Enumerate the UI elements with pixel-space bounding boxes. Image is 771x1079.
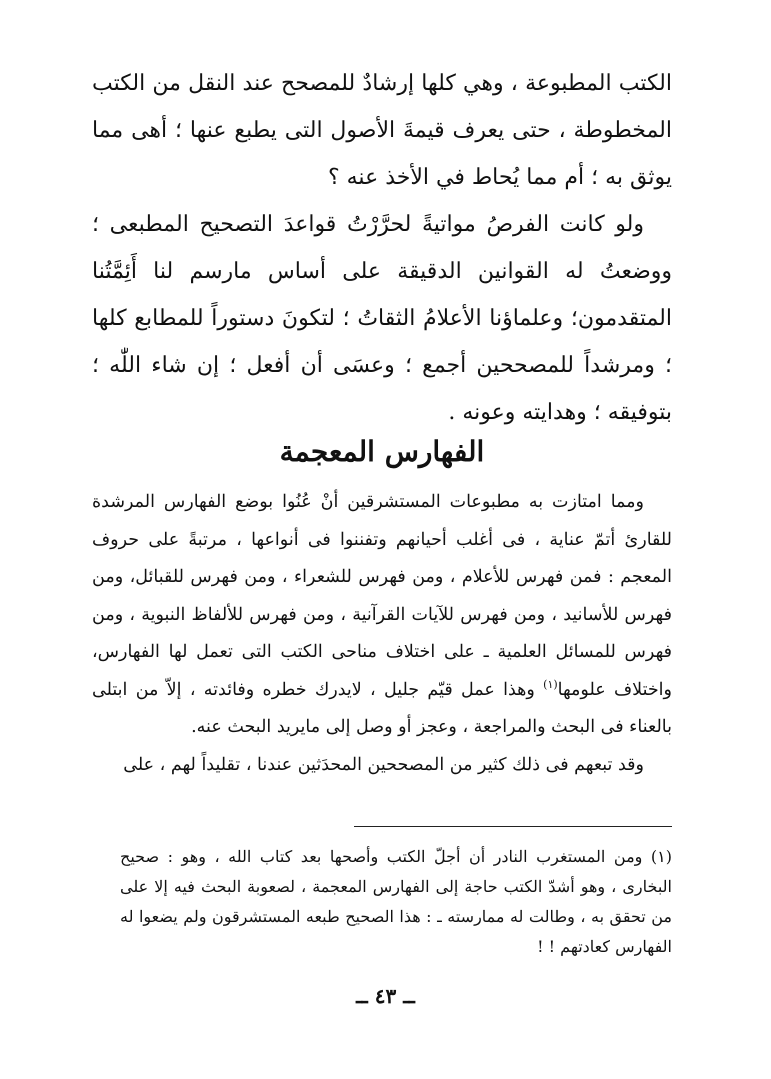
section-paragraph-2: وقد تبعهم فى ذلك كثير من المصححين المحدَثين عندنا ، تقليداً لهم ، على	[123, 754, 644, 775]
section-paragraph-1	[92, 484, 672, 747]
page-number: ــ ٤٣ ــ	[356, 984, 415, 1008]
section-text	[92, 484, 672, 784]
footnote-reference: (١)	[543, 677, 558, 691]
section-paragraph-1-continuation: وهذا عمل قيّم جليل ، لايدرك خطره وفائدته ، إلاّ من ابتلى بالعناء فى البحث والمراجعة ، وعجز أو وصل إلى مايريد البحث عنه.	[92, 679, 672, 737]
body-paragraph-1: الكتب المطبوعة ، وهي كلها إرشادٌ للمصحح عند النقل من الكتب المخطوطة ، حتى يعرف قيمةَ الأصول التى يطبع عنها ؛ أهى مما يوثق به ؛ أم مما يُحاط في الأخذ عنه ؟	[92, 71, 672, 190]
body-text	[92, 60, 672, 436]
footnote-1: (١) ومن المستغرب النادر أن أجلّ الكتب وأصحها بعد كتاب الله ، وهو : صحيح البخارى ، وهو أشدّ الكتب حاجة إلى الفهارس المعجمة ، لصعوبة البحث فيه إلا على من تحقق به ، وطالت له ممارسته ـ : هذا الصحيح طبعه المستشرقون ولم يضعوا له الفهارس كعادتهم ! !	[120, 847, 672, 956]
footnote-divider	[354, 826, 672, 827]
footnotes	[120, 842, 672, 962]
section-heading: الفهارس المعجمة	[279, 435, 485, 468]
section-paragraph-1-text: ومما امتازت به مطبوعات المستشرقين أنْ عُنُوا بوضع الفهارس المرشدة للقارئ أتمّ عناية ، فى أغلب أحيانهم وتفننوا فى أنواعها ، مرتبةً على حروف المعجم : فمن فهرس للأعلام ، ومن فهرس للشعراء ، ومن فهرس للقبائل، ومن فهرس للأسانيد ، ومن فهرس للآيات القرآنية ، ومن فهرس للألفاظ النبوية ، ومن فهرس للمسائل العلمية ـ على اختلاف مناحى الكتب التى تعمل لها الفهارس، واختلاف علومها	[92, 492, 672, 700]
body-paragraph-2: ولو كانت الفرصُ مواتيةً لحرَّرْتُ قواعدَ التصحيح المطبعى ؛ ووضعتُ له القوانين الدقيقة على أساس مارسم لنا أَئِمَّتُنا المتقدمون؛ وعلماؤنا الأعلامُ الثقاتُ ؛ لتكونَ دستوراً للمطابع كلها ؛ ومرشداً للمصححين أجمع ؛ وعسَى أن أفعل ؛ إن شاء اللّٰه ؛ بتوفيقه ؛ وهدايته وعونه .	[92, 212, 672, 425]
